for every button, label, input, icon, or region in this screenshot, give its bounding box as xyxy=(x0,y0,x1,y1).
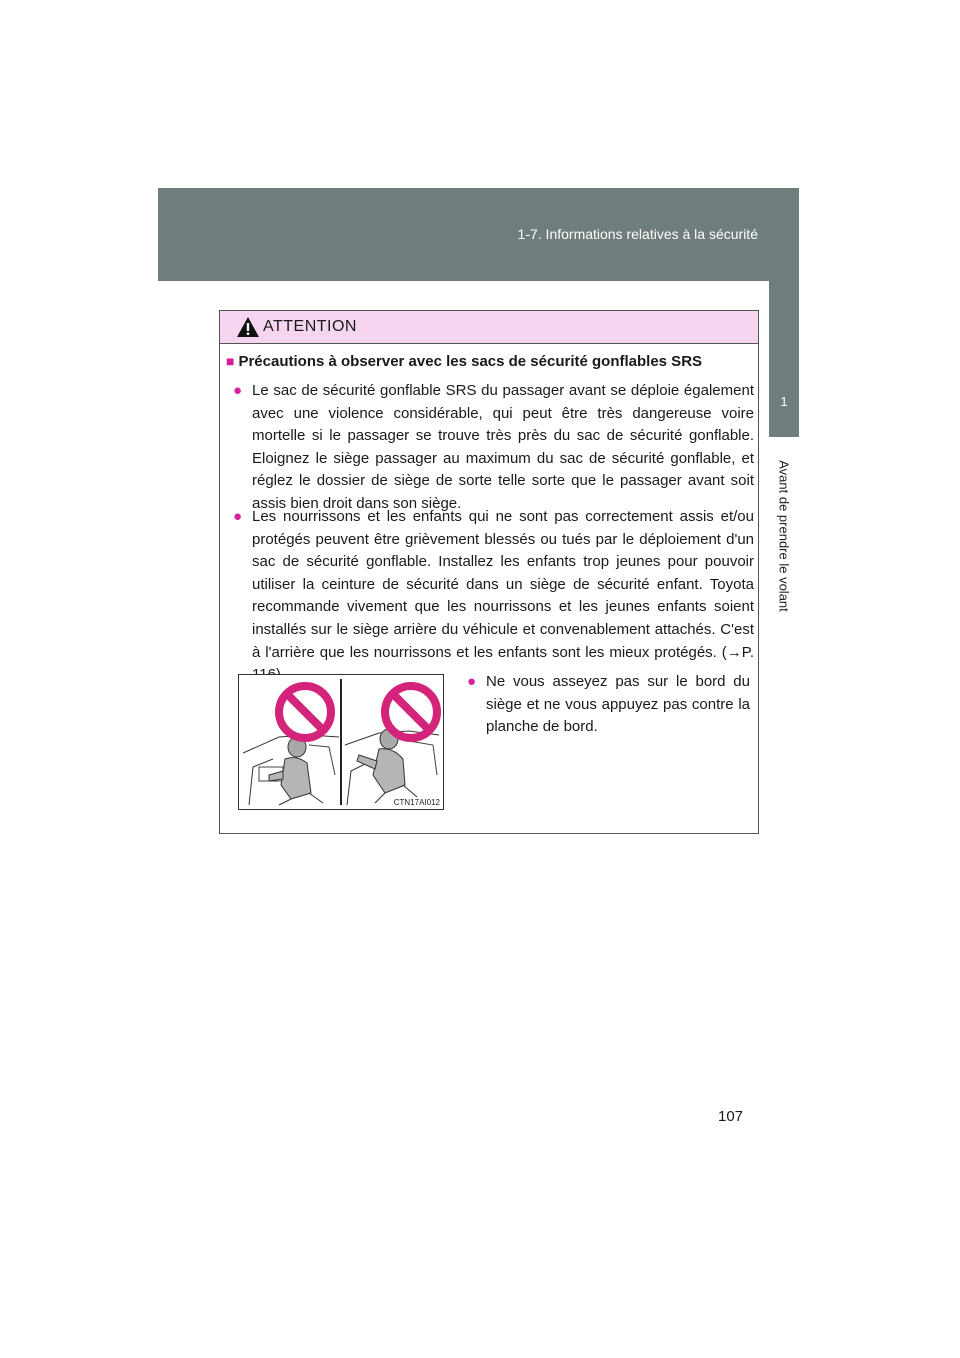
circle-bullet-icon: ● xyxy=(467,673,477,690)
bullet-text: Les nourrissons et les enfants qui ne sont pas correctement assis et/ou protégés peuvent être grièvement blessés ou tués par le déploiement d'un sac de sécurité gonflable. Installez les enfants trop jeunes pour pouvoir utiliser la ceinture de sécurité dans un siège de sécurité enfant. Toyota recommande vivement que les nourrissons et les jeunes enfants soient installés sur le siège arrière du véhicule et convenablement attachés. C'est à l'arrière que les nourrissons et les enfants sont les mieux protégés. (→P. xyxy=(252,508,754,661)
chapter-number: 1 xyxy=(780,394,788,409)
chapter-label-text: Avant de prendre le volant xyxy=(776,460,792,612)
bullet-text: Ne vous asseyez pas sur le bord du siège et ne vous appuyez pas contre la planche de bord. xyxy=(486,673,750,736)
section-title: 1-7. Informations relatives à la sécurité xyxy=(517,226,758,242)
bullet-item xyxy=(233,380,754,516)
section-heading xyxy=(226,353,751,370)
page-number: 107 xyxy=(718,1108,744,1125)
bullet-item xyxy=(467,671,750,739)
circle-bullet-icon: ● xyxy=(233,382,243,399)
section-heading-text: Précautions à observer avec les sacs de sécurité gonflables SRS xyxy=(238,353,703,370)
prohibited-posture-illustration xyxy=(239,675,443,809)
figure-code: CTN17AI012 xyxy=(393,798,440,807)
warning-title: ATTENTION xyxy=(263,318,357,335)
illustration-figure xyxy=(238,674,444,810)
warning-header xyxy=(220,311,758,344)
chapter-header-band xyxy=(158,188,799,281)
chapter-side-tab xyxy=(769,281,799,437)
chapter-side-label xyxy=(769,446,799,626)
warning-triangle-icon xyxy=(236,316,260,338)
square-bullet-icon: ■ xyxy=(226,353,235,369)
circle-bullet-icon: ● xyxy=(233,508,243,525)
warning-box xyxy=(219,310,759,834)
bullet-text: Le sac de sécurité gonflable SRS du passager avant se déploie également avec une violence considérable, qui peut être très dangereuse voire mortelle si le passager se trouve très près du sac de sécurité gonflable. Eloignez le siège passager au maximum du sac de sécurité gonflable, et réglez le dossier de siège de sorte telle sorte que le passager avant soit assis bien droit dans son siège. xyxy=(252,382,754,512)
bullet-item xyxy=(233,506,754,687)
